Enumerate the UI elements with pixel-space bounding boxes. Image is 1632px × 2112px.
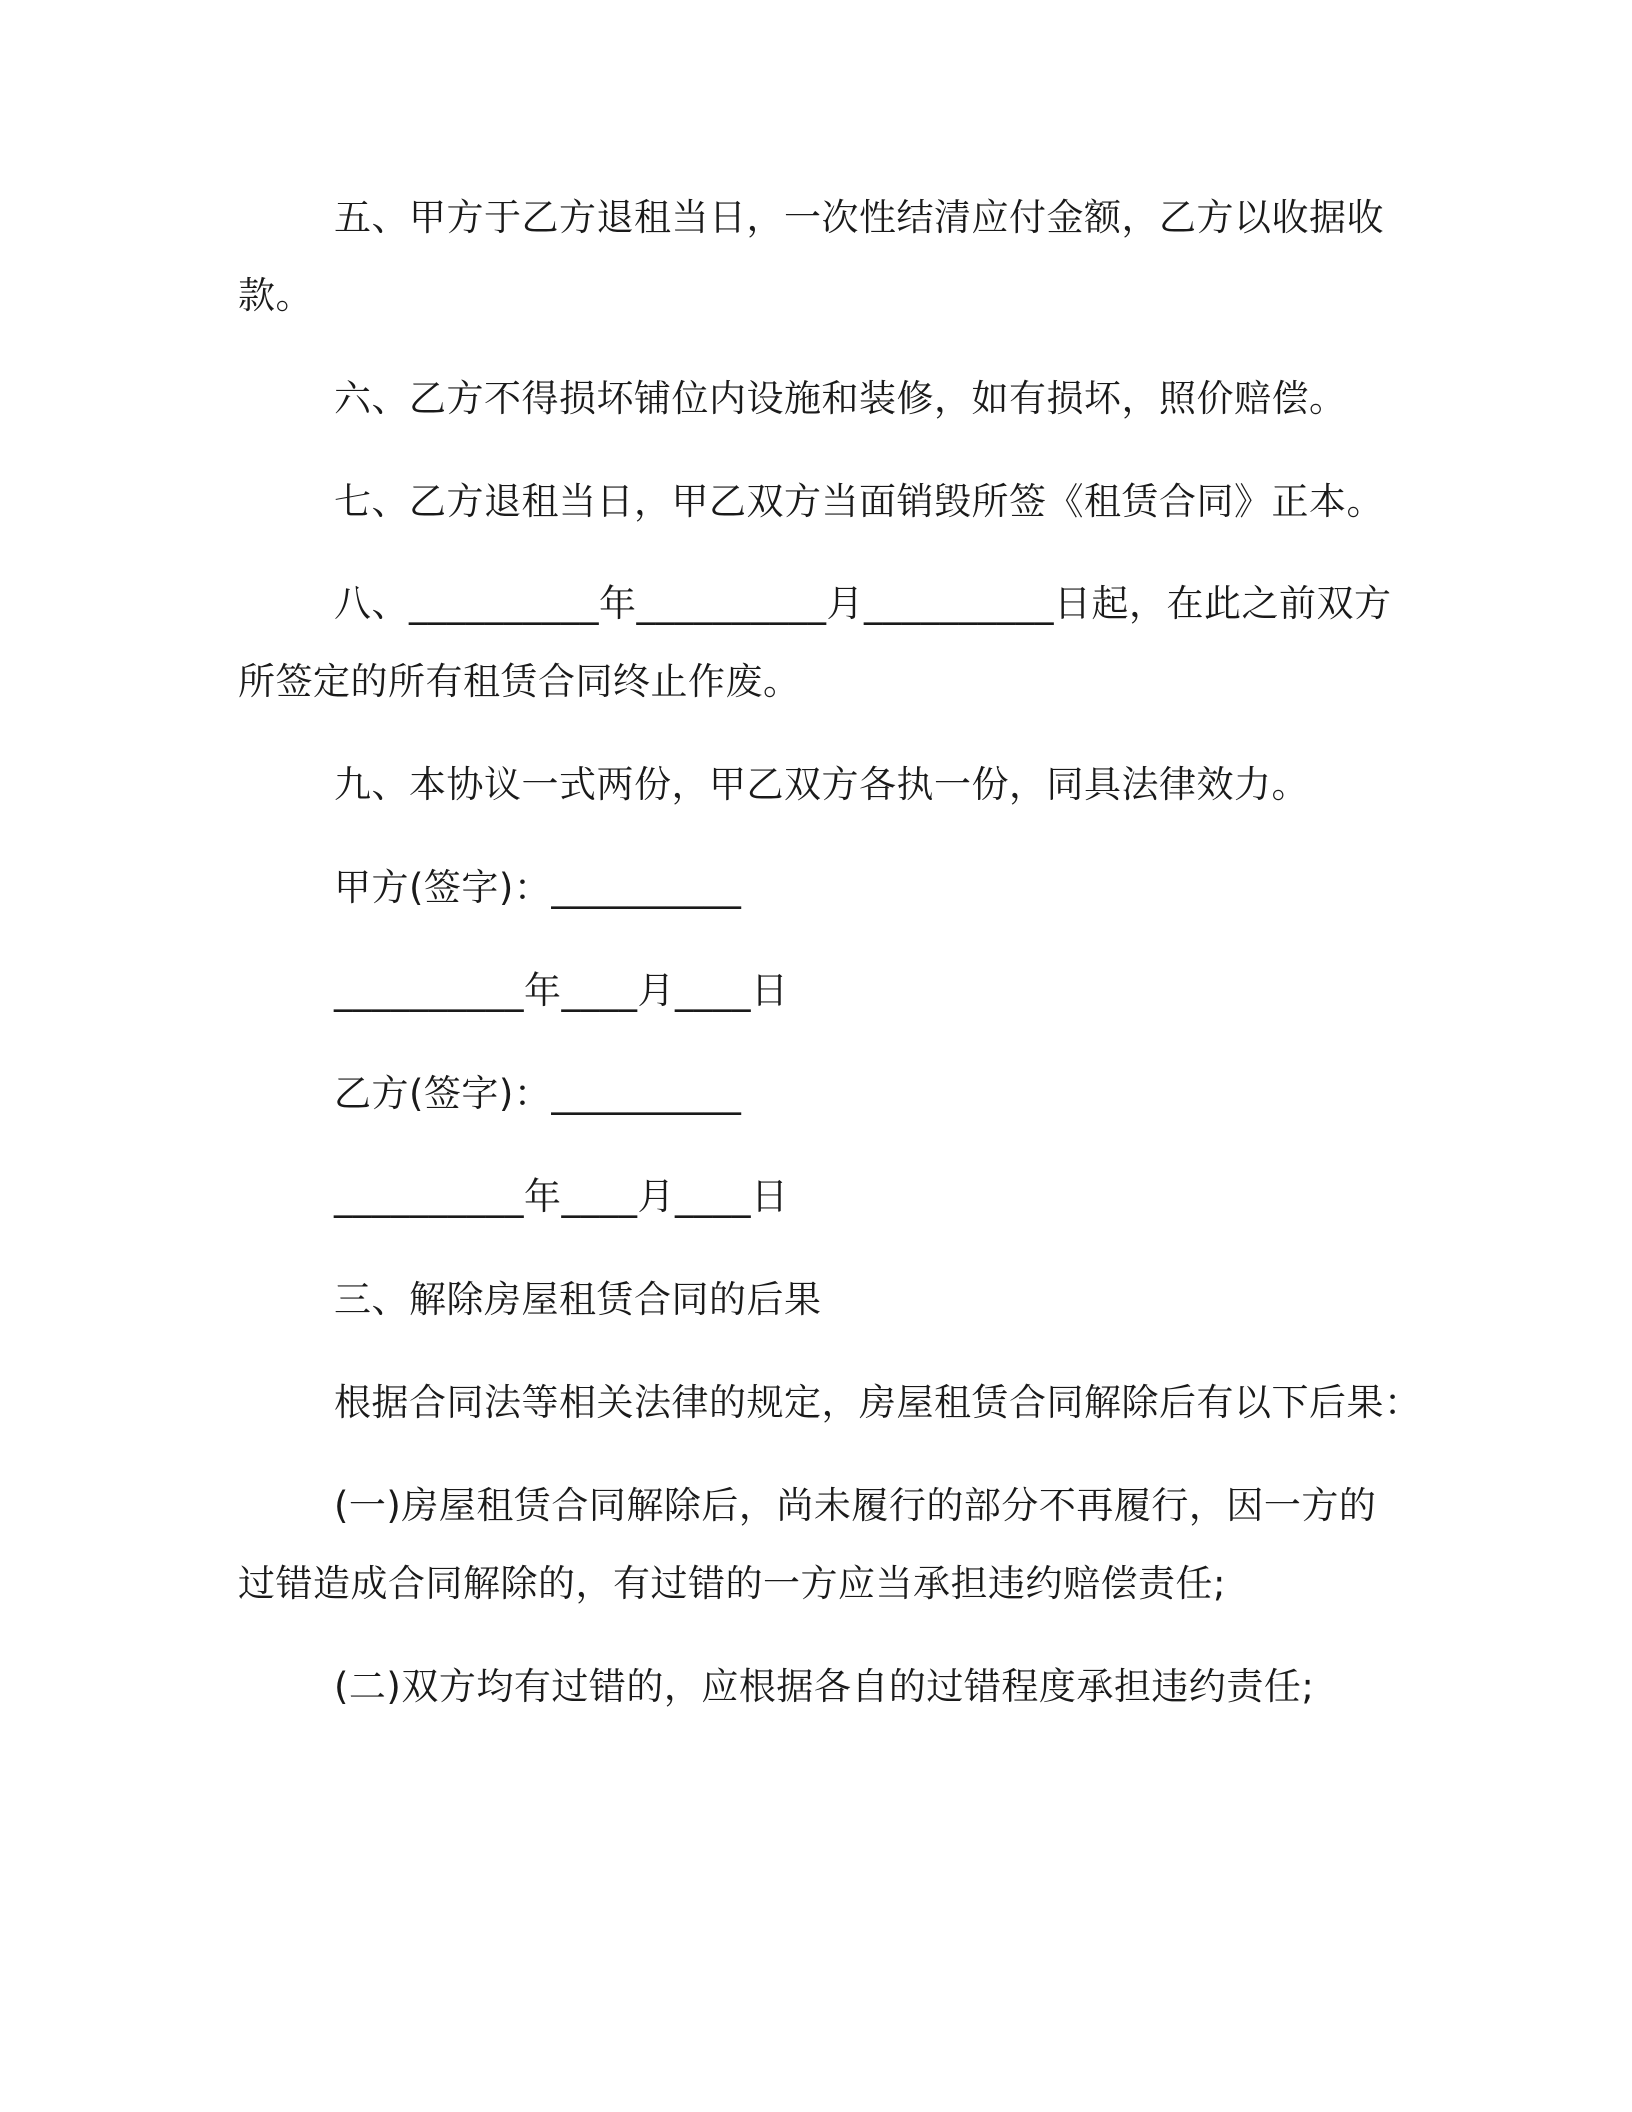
party-b-signature: 乙方(签字)：__________ bbox=[334, 1072, 742, 1115]
clause-6: 六、乙方不得损坏铺位内设施和装修，如有损坏，照价赔偿。 bbox=[334, 377, 1347, 420]
clause-8-line-2: 所签定的所有租赁合同终止作废。 bbox=[238, 660, 801, 703]
clause-5-line-1: 五、甲方于乙方退租当日，一次性结清应付金额，乙方以收据收 bbox=[334, 196, 1384, 239]
clause-5-line-2: 款。 bbox=[238, 274, 313, 317]
clause-7: 七、乙方退租当日，甲乙双方当面销毁所签《租赁合同》正本。 bbox=[334, 480, 1384, 523]
party-a-date: __________年____月____日 bbox=[334, 969, 789, 1012]
clause-8-line-1: 八、__________年__________月__________日起，在此之前双方 bbox=[334, 582, 1392, 625]
clause-9: 九、本协议一式两份，甲乙双方各执一份，同具法律效力。 bbox=[334, 763, 1309, 806]
party-b-date: __________年____月____日 bbox=[334, 1175, 789, 1218]
item-1-line-2: 过错造成合同解除的，有过错的一方应当承担违约赔偿责任; bbox=[238, 1562, 1226, 1605]
party-a-signature: 甲方(签字)：__________ bbox=[334, 866, 742, 909]
item-2: (二)双方均有过错的，应根据各自的过错程度承担违约责任; bbox=[334, 1665, 1315, 1708]
item-1-line-1: (一)房屋租赁合同解除后，尚未履行的部分不再履行，因一方的 bbox=[334, 1484, 1377, 1527]
section-3-intro: 根据合同法等相关法律的规定，房屋租赁合同解除后有以下后果： bbox=[334, 1381, 1422, 1424]
section-3-heading: 三、解除房屋租赁合同的后果 bbox=[334, 1278, 822, 1321]
